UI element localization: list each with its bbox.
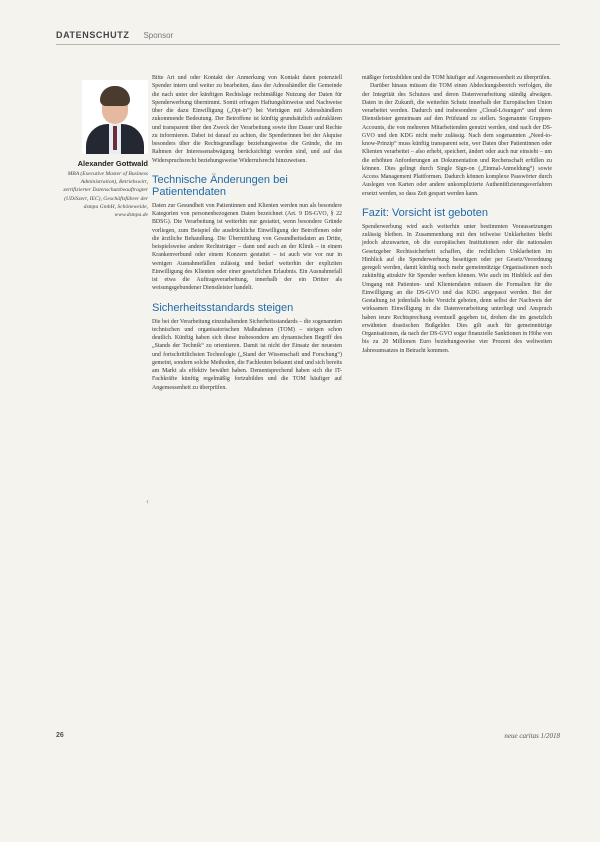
- sponsor-label: Sponsor: [143, 30, 174, 40]
- text-column-left: [152, 74, 342, 392]
- paragraph: Darüber hinaus müssen die TOM einen Abdeckungsbereich verfolgen, die der Integrität des Schutzes und deren Datenverarbeitung ständig abwägen. Daten in der Zukunft, die weiterhin Schutz innerhalb der Europäischen Union verarbeitet werden. Dadurch und insbesondere „Cloud-Lösungen“ und deren Dienstleister gemeinsam auf den Prüfstand zu stellen. Sogenannte Gruppen-Accounts, die von mehreren Mitarbeitenden genutzt werden, sind nach der DS-GVO und den KDG nicht mehr zulässig. Nach dem sogenannten „Need-to-know-Prinzip“ muss künftig transparent sein, wer Daten über Patientinnen oder Klienten verarbeitet – also erhebt, speichert, ändert oder auch nur einsieht – um die erhöhten Anforderungen an Dokumentation und Rechenschaft erfüllen zu können. Dies gelingt durch Single Sign-on („Einmal-Anmeldung“) sowie Access Management Plattformen. Dadurch können komplexe Passwörter durch Auslegen von Karten oder andere unkomplizierte Authentifizierungsverfahren ersetzt werden, so dass Zeit gespart werden kann.: [362, 83, 552, 197]
- subheading-conclusion: Fazit: Vorsicht ist geboten: [362, 206, 488, 219]
- paragraph: Die bei der Verarbeitung einzuhaltenden Sicherheitsstandards – die sogenannten technischen und organisatorischen Maßnahmen (TOM) – steigen schon deutlich. Künftig haben sich diese insbesondere am dynamischen Begriff des „Stands der Technik“ zu orientieren. Damit ist nicht der Einsatz der neuesten und fortschrittlichsten Technologie („Stand der Wissenschaft und Forschung“) gemeint, sondern solche Methoden, die Fachleuten bekannt sind und sich bereits am Markt als effektiv bewährt haben. Dementsprechend haben sich die IT-Fachkräfte künftig regelmäßig fortzubilden und die TOM häufiger auf Angemessenheit zu überprüfen.: [152, 318, 342, 391]
- author-bio: MBA (Executive Master of Business Administration), Betriebswirt, zertifizierter Datenschutzbeauftragter (UDiSzert, IEC), Geschäftsführer der dsmpa GmbH, Schöneweide, www.dsmpa.de: [63, 171, 148, 219]
- page-footer: [56, 732, 560, 744]
- author-photo: [82, 80, 148, 154]
- subheading-patient-data: Technische Änderungen bei Patientendaten: [152, 173, 288, 198]
- page-number: 26: [56, 732, 64, 739]
- author-sidebar: [56, 80, 148, 219]
- paragraph: Bitte Art und oder Kontakt der Anmerkung von Kontakt daten potenziell Spender intern und weiter zu bearbeiten, dass der Adresshändler die Gemeinde die nach unter der künftigen Rechtslage rechtmäßige Nutzung der Daten für Spenderwerbung übernimmt. Somit erfragen Haftungshinweise und Nachweise über die dazu Einwilligung („Opt-in“) bei Vorträgen mit Adresshändlern zukommende Bedeutung. Der Betroffene ist künftig grundsätzlich aufzuklären und transparent über den Zweck der Verarbeitung sowie ihre Dauer und Rechte zu informieren. Dabei ist darauf zu achten, die Spenderinnen bei der Akquise besonders über die Rechtsgrundlage beziehungsweise die Gründe, die im Rahmen der Interessenabwägung berücksichtigt worden sind, und auf das Widerspruchsrecht beziehungsweise Widerrufsrecht hinzuweisen.: [152, 75, 342, 164]
- paragraph: Spenderwerbung wird auch weiterhin unter bestimmten Voraussetzungen zulässig bleiben. In Zusammenhang mit den teilweise Unklarheiten bleibt jedoch abzuwarten, ob die europäischen Institutionen oder die nationalen Gesetzgeber Rechtssicherheit schaffen, die rechtlichen Unklarheiten im Hinblick auf die Spenderwerbung beseitigen oder per Gesetz/Verordnung geregelt werden, damit künftig noch mehr gemeinnützige Organisationen noch zukünftig attraktiv für Spender werben können. Wie auch im Hinblick auf den Umgang mit Patienten- und Klientendaten müssen die Formalien für die Einwilligung an die DS-GVO und das KDG angepasst werden. Bei der Gestaltung ist jedenfalls hohe Vorsicht geboten, denn selbst der Nachweis der wirksamen Einwilligung in die Datenverarbeitung unterliegt und Anspruch haben teure Rechtsprechung eventuell gegeben ist, drohen die im gesetzlich erwähnten drastischen Bußgelder. Dies gilt auch für gemeinnützige Organisationen, da nach der DS-GVO sogar finanzielle Sanktionen in Höhe von bis zu 20 Millionen Euro beziehungsweise vier Prozent des weltweiten Jahresumsatzes in Betracht kommen.: [362, 223, 552, 354]
- paragraph: mäßiger fortzubilden und die TOM häufiger auf Angemessenheit zu überprüfen.: [362, 75, 551, 81]
- text-column-right: [362, 74, 552, 355]
- section-label: DATENSCHUTZ: [56, 30, 130, 40]
- page-header: [56, 26, 560, 44]
- publication-name: neue caritas 1/2018: [504, 732, 560, 740]
- header-rule: [56, 44, 560, 45]
- margin-mark-icon: ‹: [146, 496, 149, 506]
- subheading-security-standards: Sicherheitsstandards steigen: [152, 301, 294, 314]
- author-name: Alexander Gottwald: [77, 159, 148, 168]
- paragraph: Daten zur Gesundheit von Patientinnen und Klienten werden nun als besondere Kategorien von personenbezogenen Daten bezeichnet (Art. 9 DS-GVO, § 22 BDSG). Die Verarbeitung ist weiterhin nur gestattet, wenn besondere Gründe vorliegen, zum Beispiel die ausdrückliche Einwilligung der Betroffenen oder die ärztliche Behandlung. Die Übermittlung von Gesundheitsdaten an Dritte, beispielsweise andere Rechtsträger – dann und auch an der Klinik – in einem Krankenverbund oder einem Konzern gestattet – ist auch wie vor nur in wenigen Ausnahmefällen zulässig und bedarf weiterhin der expliziten Einwilligung des Klienten oder einer gesetzlichen Erlaubnis. Ein Ausnahmefall ist etwa die Auftragsverarbeitung, innerhalb der ein Dritter als weisungsgebundener Dienstleister handelt.: [152, 202, 342, 292]
